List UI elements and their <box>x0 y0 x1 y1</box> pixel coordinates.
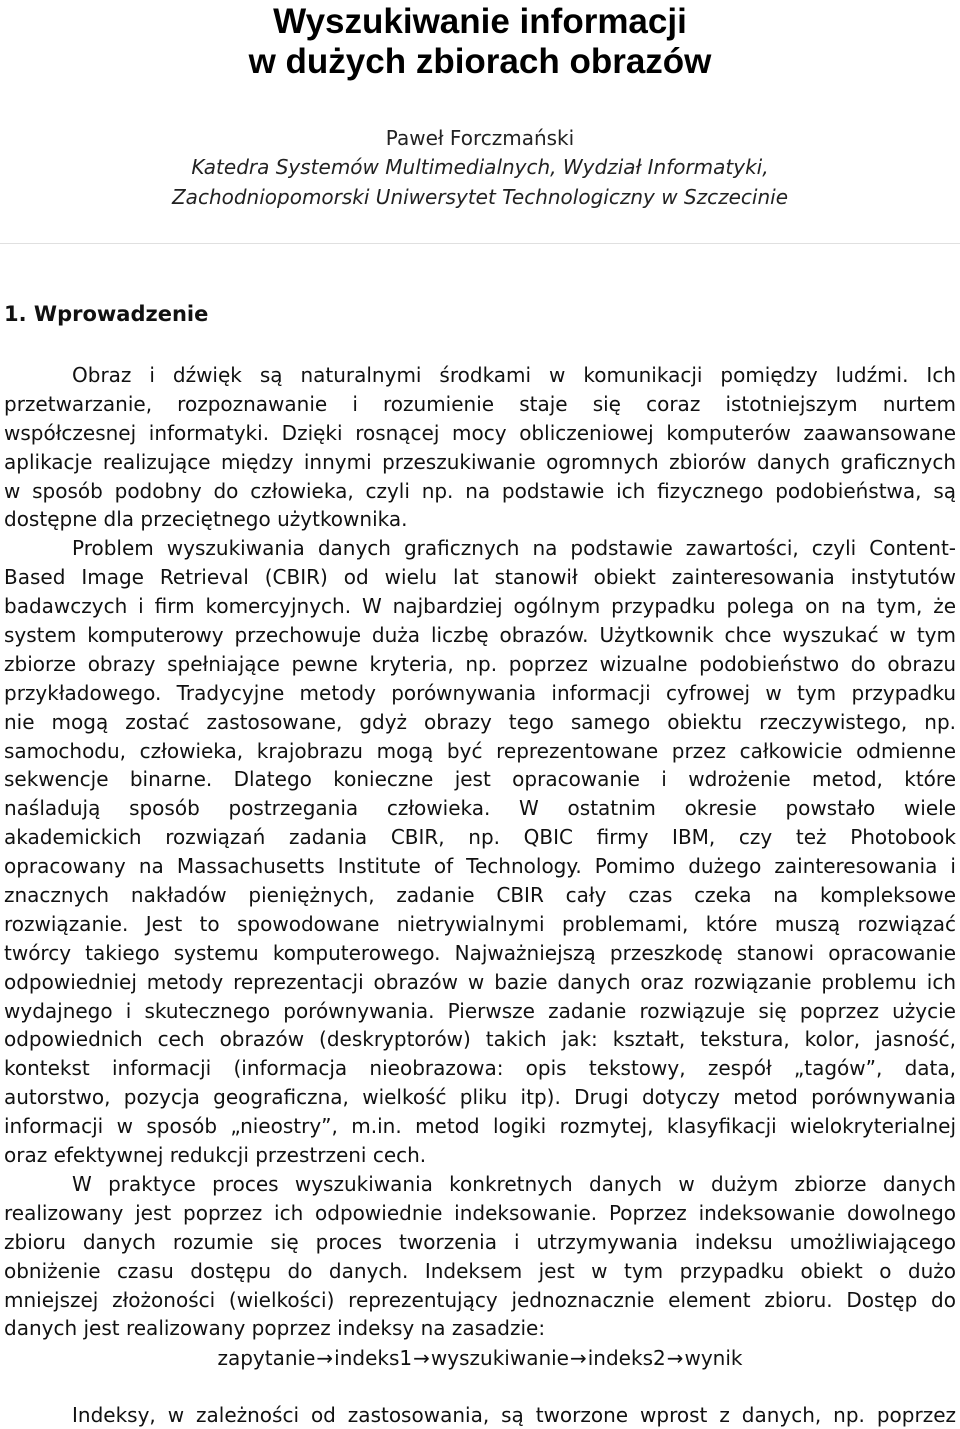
formula-term: wynik <box>684 1346 743 1370</box>
paragraph-3 <box>4 1170 956 1343</box>
text-line: realizowany jest poprzez ich odpowiednie indeksowanie. Poprzez indeksowanie dowolnego <box>4 1200 956 1225</box>
affiliation-line-2: Zachodniopomorski Uniwersytet Technologiczny w Szczecinie <box>171 185 788 209</box>
text-line: danych jest realizowany poprzez indeksy na zasadzie: <box>4 1316 546 1341</box>
text-line: współczesnej informatyki. Dzięki rosnącej mocy obliczeniowej komputerów zaawansowane <box>4 420 956 445</box>
text-line: przetwarzanie, rozpoznawanie i rozumienie staje się coraz istotniejszym nurtem <box>4 391 956 416</box>
title-line-2: w dużych zbiorach obrazów <box>248 42 712 81</box>
text-line: oraz efektywnej redukcji przestrzeni cech. <box>4 1143 427 1168</box>
formula-term: indeks2 <box>587 1346 666 1370</box>
text-line: zbioru danych rozumie się proces tworzenia i utrzymywania indeksu umożliwiającego <box>4 1229 956 1254</box>
text-line: informacji w sposób „nieostry”, m.in. metod logiki rozmytej, klasyfikacji wielokryterialnej <box>4 1114 956 1139</box>
arrow-right-icon: → <box>666 1346 684 1370</box>
text-line: dostępne dla przeciętnego użytkownika. <box>4 507 408 532</box>
affiliation-line-1: Katedra Systemów Multimedialnych, Wydział Informatyki, <box>191 155 769 179</box>
text-line: kontekst informacji (informacja nieobrazowa: opis tekstowy, zespół „tagów”, data, <box>4 1056 956 1081</box>
text-line: w sposób podobny do człowieka, czyli np. na podstawie ich fizycznego podobieństwa, są <box>4 478 956 503</box>
page-divider <box>0 243 960 244</box>
text-line: naśladują sposób postrzegania człowieka. W ostatnim okresie powstało wiele <box>4 796 956 821</box>
author-affiliation <box>0 152 960 212</box>
text-line: W praktyce proces wyszukiwania konkretnych danych w dużym zbiorze danych <box>72 1171 956 1196</box>
text-line: zbiorze obrazy spełniające pewne kryteria, np. poprzez wizualne podobieństwo do obrazu <box>4 651 956 676</box>
text-line: wydajnego i skutecznego porównywania. Pierwsze zadanie rozwiązuje się poprzez użycie <box>4 998 956 1023</box>
formula-term: zapytanie <box>217 1346 316 1370</box>
text-line: nie mogą zostać zastosowane, gdyż obrazy tego samego obiektu rzeczywistego, np. <box>4 709 956 734</box>
text-line: opracowany na Massachusetts Institute of Technology. Pomimo dużego zainteresowania i <box>4 854 956 879</box>
text-line: odpowiedniej metody reprezentacji obrazów w bazie danych oraz rozwiązanie problemu ich <box>4 969 956 994</box>
arrow-right-icon: → <box>569 1346 587 1370</box>
text-line: znacznych nakładów pieniężnych, zadanie CBIR cały czas czeka na kompleksowe <box>4 883 956 908</box>
text-line: mniejszej złożoności (wielkości) reprezentujący jednoznacznie element zbioru. Dostęp do <box>4 1287 956 1312</box>
paragraph-2 <box>4 534 956 1170</box>
arrow-right-icon: → <box>413 1346 430 1370</box>
text-line: Problem wyszukiwania danych graficznych na podstawie zawartości, czyli Content- <box>72 536 956 561</box>
text-line: system komputerowy przechowuje duża liczbę obrazów. Użytkownik chce wyszukać w tym <box>4 623 956 648</box>
text-line: przykładowego. Tradycyjne metody porównywania informacji cyfrowej w tym przypadku <box>4 680 956 705</box>
final-line: Indeksy, w zależności od zastosowania, są tworzone wprost z danych, np. poprzez <box>72 1403 956 1427</box>
index-formula <box>0 1343 960 1373</box>
arrow-right-icon: → <box>316 1346 334 1370</box>
formula-term: indeks1 <box>334 1346 413 1370</box>
text-line: Based Image Retrieval (CBIR) od wielu lat stanowił obiekt zainteresowania instytutów <box>4 565 956 590</box>
text-line: samochodu, człowieka, krajobrazu mogą być reprezentowane przez całkowicie odmienne <box>4 738 956 763</box>
title-line-1: Wyszukiwanie informacji <box>273 2 687 41</box>
text-line: autorstwo, pozycja geograficzna, wielkość pliku itp). Drugi dotyczy metod porównywania <box>4 1085 956 1110</box>
paragraph-1 <box>4 361 956 534</box>
text-line: akademickich rozwiązań zadania CBIR, np. QBIC firmy IBM, czy też Photobook <box>4 825 956 850</box>
body-text <box>4 361 956 1343</box>
text-line: obniżenie czasu dostępu do danych. Indeksem jest w tym przypadku obiekt o dużo <box>4 1258 956 1283</box>
text-line: twórcy takiego systemu komputerowego. Najważniejszą przeszkodę stanowi opracowanie <box>4 940 956 965</box>
section-heading: 1. Wprowadzenie <box>4 302 209 326</box>
author-name: Paweł Forczmański <box>385 126 575 150</box>
text-line: Obraz i dźwięk są naturalnymi środkami w komunikacji pomiędzy ludźmi. Ich <box>72 363 956 387</box>
text-line: aplikacje realizujące między innymi przeszukiwanie ogromnych zbiorów danych graficznych <box>4 449 956 474</box>
formula-term: wyszukiwanie <box>430 1346 569 1370</box>
text-line: rozwiązanie. Jest to spowodowane nietrywialnymi problemami, które muszą rozwiązać <box>4 911 956 936</box>
text-line: badawczych i firm komercyjnych. W najbardziej ogólnym przypadku polega on na tym, że <box>4 594 956 619</box>
text-line: sekwencje binarne. Dlatego konieczne jest opracowanie i wdrożenie metod, które <box>4 767 956 792</box>
text-line: odpowiednich cech obrazów (deskryptorów) takich jak: kształt, tekstura, kolor, jasność, <box>4 1027 956 1052</box>
